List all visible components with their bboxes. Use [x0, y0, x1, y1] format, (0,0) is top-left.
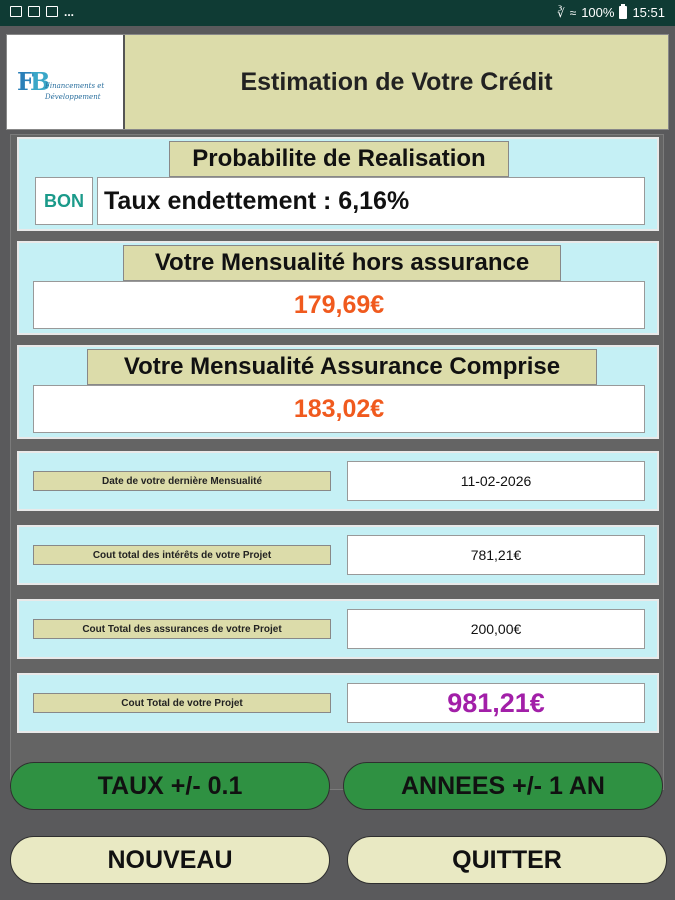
date-derniere-row: [17, 451, 659, 511]
logo-monogram: [17, 67, 46, 96]
image-icon: [46, 6, 58, 17]
taux-endettement: Taux endettement : 6,16%: [97, 177, 645, 225]
probabilite-title: Probabilite de Realisation: [169, 141, 509, 177]
cout-interets-label: Cout total des intérêts de votre Projet: [33, 545, 331, 565]
taux-adjust-button[interactable]: TAUX +/- 0.1: [10, 762, 330, 810]
mensualite-assurance-panel: [17, 345, 659, 439]
mensualite-assurance-title: Votre Mensualité Assurance Comprise: [87, 349, 597, 385]
cout-assurances-row: [17, 599, 659, 659]
cout-interets-value: 781,21€: [347, 535, 645, 575]
cout-total-value: 981,21€: [347, 683, 645, 723]
cout-interets-row: [17, 525, 659, 585]
cout-total-label: Cout Total de votre Projet: [33, 693, 331, 713]
logo-text-line2: Développement: [45, 93, 101, 101]
cout-total-row: [17, 673, 659, 733]
results-frame: [10, 134, 664, 790]
battery-icon: [619, 6, 627, 19]
cout-assurances-value: 200,00€: [347, 609, 645, 649]
logo-monogram-b: B: [30, 67, 47, 96]
mail-icon: [28, 6, 40, 17]
mensualite-hors-panel: [17, 241, 659, 335]
mensualite-hors-amount: 179,69€: [33, 281, 645, 329]
battery-percent: 100%: [581, 5, 615, 20]
mensualite-assurance-amount: 183,02€: [33, 385, 645, 433]
cout-assurances-label: Cout Total des assurances de votre Projet: [33, 619, 331, 639]
app-screen: [0, 26, 675, 900]
date-derniere-label: Date de votre dernière Mensualité: [33, 471, 331, 491]
image-icon: [10, 6, 22, 17]
logo-text: [45, 81, 104, 103]
nouveau-button[interactable]: NOUVEAU: [10, 836, 330, 884]
page-title: Estimation de Votre Crédit: [240, 67, 553, 96]
header: [6, 34, 669, 130]
rating-badge: BON: [35, 177, 93, 225]
mensualite-hors-title: Votre Mensualité hors assurance: [123, 245, 561, 281]
probabilite-panel: [17, 137, 659, 231]
system-tray: [557, 5, 665, 20]
quitter-button[interactable]: QUITTER: [347, 836, 667, 884]
more-notifications: ...: [64, 4, 75, 19]
logo-text-line1: Financements et: [45, 82, 105, 90]
bluetooth-icon: ∛: [556, 5, 565, 20]
logo: [7, 35, 125, 129]
notification-area: [10, 6, 74, 17]
annees-adjust-button[interactable]: ANNEES +/- 1 AN: [343, 762, 663, 810]
clock: 15:51: [632, 5, 665, 20]
status-bar: [0, 0, 675, 26]
logo-monogram-f: F: [17, 67, 31, 96]
date-derniere-value: 11-02-2026: [347, 461, 645, 501]
wifi-icon: ≈: [569, 5, 577, 20]
